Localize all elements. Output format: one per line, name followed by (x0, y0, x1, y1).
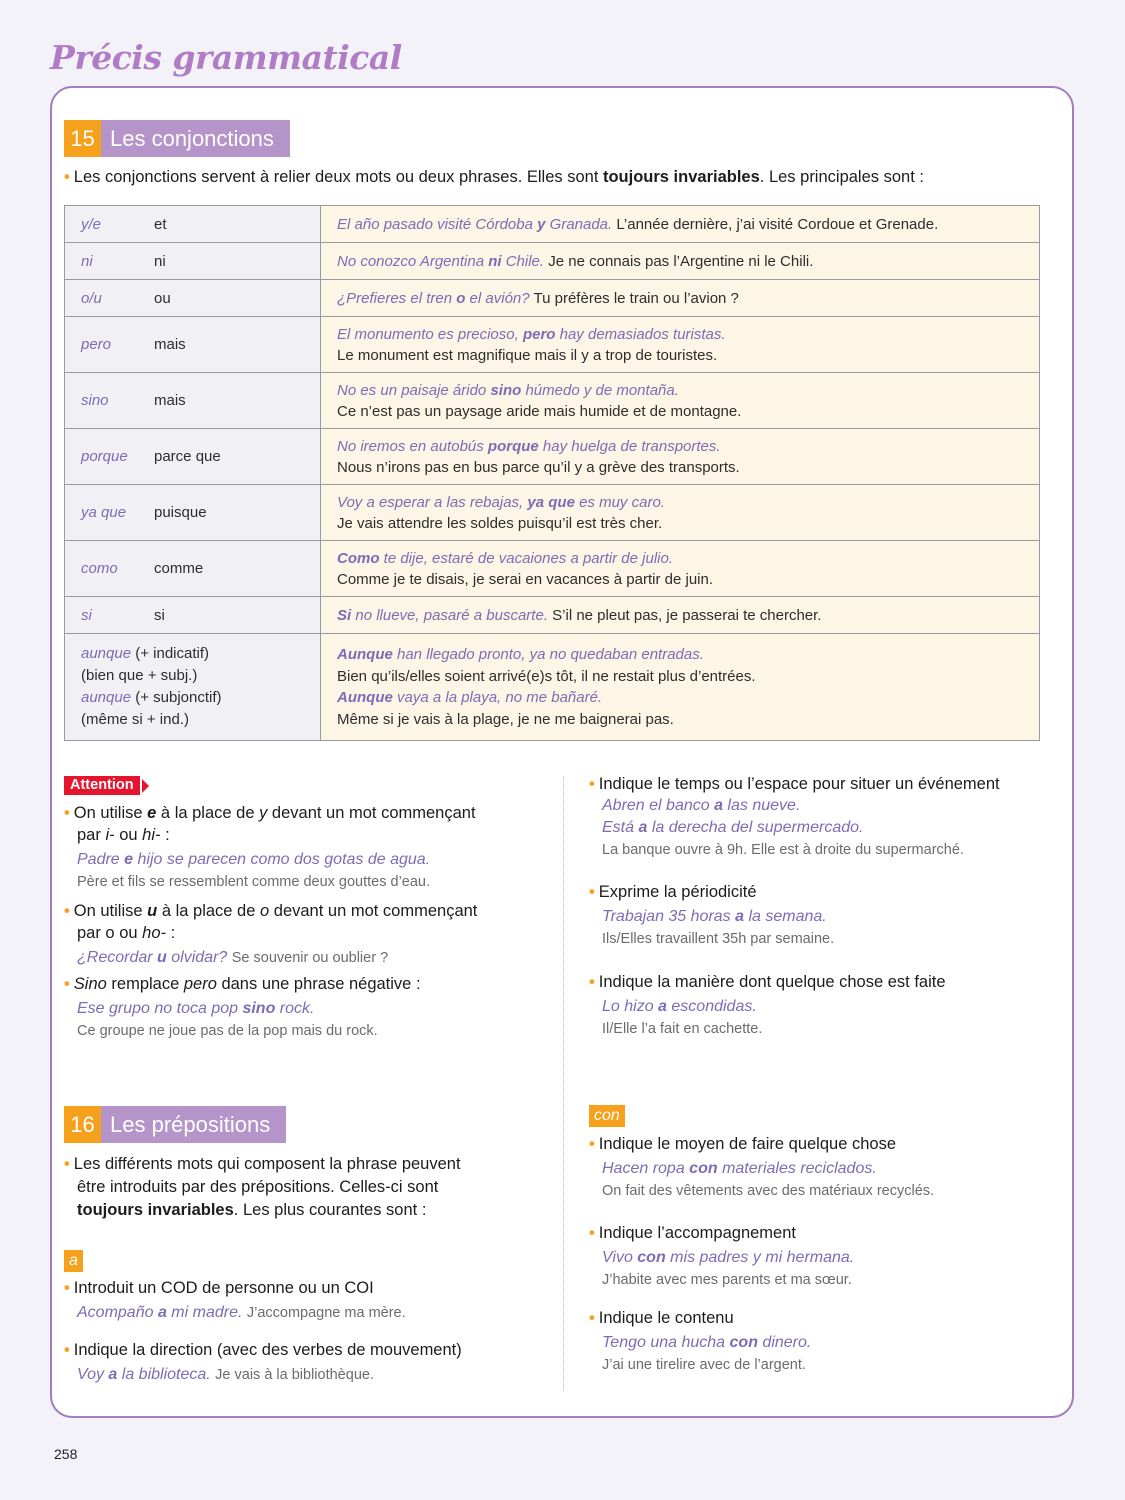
conjunction-cell: ya que puisque (65, 485, 321, 541)
conjunction-cell: ni ni (65, 243, 321, 280)
list-item: • Indique la manière dont quelque chose est faite (589, 973, 946, 991)
example-cell: Voy a esperar a las rebajas, ya que es muy caro. Je vais attendre les soldes puisqu’il est très cher. (321, 485, 1040, 541)
column-divider (563, 776, 564, 1391)
section-number: 16 (64, 1106, 101, 1143)
list-item: • Indique le temps ou l’espace pour situer un événement (589, 775, 1000, 793)
bullet-icon: • (64, 168, 70, 186)
section-number: 15 (64, 120, 101, 157)
list-item: • Introduit un COD de personne ou un COI (64, 1279, 374, 1297)
attention-badge: Attention (64, 776, 149, 795)
preposition-con-badge: con (589, 1104, 625, 1127)
example-cell: No iremos en autobús porque hay huelga de transportes. Nous n’irons pas en bus parce qu’il y a grève des transports. (321, 429, 1040, 485)
list-item: • Indique la direction (avec des verbes de mouvement) (64, 1341, 462, 1359)
table-row (65, 541, 1040, 597)
example-cell: ¿Prefieres el tren o el avión? Tu préfères le train ou l’avion ? (321, 280, 1040, 317)
conjunction-cell: porque parce que (65, 429, 321, 485)
example-cell: El monumento es precioso, pero hay demasiados turistas. Le monument est magnifique mais il y a trop de touristes. (321, 317, 1040, 373)
list-item: • Indique l’accompagnement (589, 1224, 796, 1242)
list-item: • Indique le contenu (589, 1309, 734, 1327)
triangle-right-icon (142, 779, 149, 793)
list-item: • Sino remplace pero dans une phrase négative : (64, 975, 421, 993)
conjunction-cell: pero mais (65, 317, 321, 373)
section-16-heading (64, 1106, 286, 1143)
list-item: • Indique le moyen de faire quelque chose (589, 1135, 896, 1153)
section-title: Les prépositions (101, 1106, 286, 1143)
attention-notes: • On utilise e à la place de y devant un mot commençant par i- ou hi- : Padre e hijo se parecen como dos gotas de agua. Père et fils se ressemblent comme deux gouttes d’eau. • On utilise u à la place de o devant un mot commençant par o ou ho- : ¿Recordar u olvidar? Se souvenir ou oublier ? • Sino remplace pero dans une phrase négative : Ese grupo no toca pop sino rock. Ce groupe ne joue pas de la pop mais du rock. (64, 802, 554, 1042)
section-15-heading (64, 120, 290, 157)
example-cell: No conozco Argentina ni Chile. Je ne connais pas l’Argentine ni le Chili. (321, 243, 1040, 280)
example-cell: Si no llueve, pasaré a buscarte. S’il ne pleut pas, je passerai te chercher. (321, 597, 1040, 634)
conjunction-cell: o/u ou (65, 280, 321, 317)
preposition-a-badge: a (64, 1249, 83, 1272)
section-15-intro: • Les conjonctions servent à relier deux mots ou deux phrases. Elles sont toujours invariables. Les principales sont : (64, 168, 924, 186)
preposition-a-uses-left: • Introduit un COD de personne ou un COI Acompaño a mi madre. J’accompagne ma mère. • Indique la direction (avec des verbes de mouvement) Voy a la biblioteca. Je vais à la bibliothèque. (64, 1277, 554, 1386)
section-16-intro: • Les différents mots qui composent la phrase peuvent être introduits par des prépositions. Celles-ci sont toujours invariables. Les plus courantes sont : (64, 1155, 461, 1219)
table-row (65, 485, 1040, 541)
preposition-a-uses-right: • Indique le temps ou l’espace pour situer un événement Abren el banco a las nueve. Está a la derecha del supermercado. La banque ouvre à 9h. Elle est à droite du supermarché. • Exprime la périodicité Trabajan 35 horas a la semana. Ils/Elles travaillent 35h par semaine. • Indique la manière dont quelque chose est faite Lo hizo a escondidas. Il/Elle l’a fait en cachette. (589, 773, 1069, 1040)
table-row (65, 634, 1040, 741)
example-cell: Aunque han llegado pronto, ya no quedaban entradas. Bien qu’ils/elles soient arrivé(e)s tôt, il ne restait plus d’entrées. Aunque vaya a la playa, no me bañaré. Même si je vais à la plage, je ne me baignerai pas. (321, 634, 1040, 741)
section-title: Les conjonctions (101, 120, 290, 157)
conjunction-cell: sino mais (65, 373, 321, 429)
list-item: • On utilise u à la place de o devant un mot commençant (64, 902, 478, 920)
preposition-con-uses: • Indique le moyen de faire quelque chose Hacen ropa con materiales reciclados. On fait des vêtements avec des matériaux recyclés. • Indique l’accompagnement Vivo con mis padres y mi hermana. J’habite avec mes parents et ma sœur. • Indique le contenu Tengo una hucha con dinero. J’ai une tirelire avec de l’argent. (589, 1133, 1069, 1376)
table-row (65, 243, 1040, 280)
conjunction-cell: si si (65, 597, 321, 634)
conjunction-cell: aunque (+ indicatif) (bien que + subj.) aunque (+ subjonctif) (même si + ind.) (65, 634, 321, 741)
table-row (65, 373, 1040, 429)
conjunction-cell: como comme (65, 541, 321, 597)
table-row (65, 317, 1040, 373)
list-item: • Exprime la périodicité (589, 883, 757, 901)
table-row (65, 429, 1040, 485)
conjunctions-table (64, 205, 1040, 741)
page-number: 258 (54, 1446, 78, 1462)
example-cell: Como te dije, estaré de vacaiones a partir de julio. Comme je te disais, je serai en vacances à partir de juin. (321, 541, 1040, 597)
table-row (65, 597, 1040, 634)
table-row (65, 280, 1040, 317)
page-title: Précis grammatical (50, 38, 402, 77)
example-cell: No es un paisaje árido sino húmedo y de montaña. Ce n’est pas un paysage aride mais humide et de montagne. (321, 373, 1040, 429)
example-cell: El año pasado visité Córdoba y Granada. L’année dernière, j’ai visité Cordoue et Grenade. (321, 206, 1040, 243)
table-row (65, 206, 1040, 243)
conjunction-cell: y/e et (65, 206, 321, 243)
list-item: • On utilise e à la place de y devant un mot commençant (64, 804, 476, 822)
